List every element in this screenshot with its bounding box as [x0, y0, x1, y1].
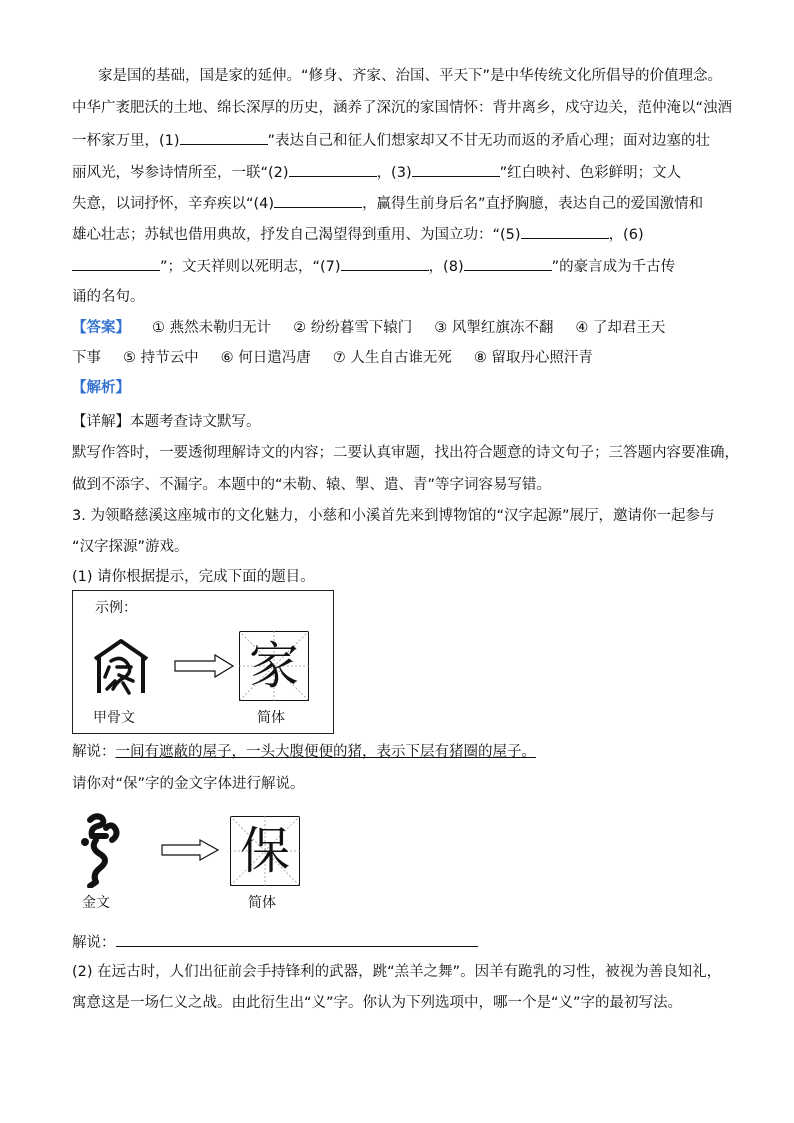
poem-line-8: 诵的名句。: [72, 289, 145, 305]
answer-blank-2[interactable]: [289, 162, 377, 177]
answer-item: 下事: [72, 350, 101, 366]
answer-item: ⑤ 持节云中: [123, 350, 199, 366]
poem-line-4: [72, 162, 681, 183]
poem-text: ”表达自己和征人们想家却又不甘无功而返的矛盾心理；面对边塞的壮: [267, 133, 711, 149]
analysis-line-1: 默写作答时，一要透彻理解诗文的内容；二要认真审题，找出符合题意的诗文句子；三答题内容要准确，: [72, 445, 739, 461]
simplified-caption: 简体: [257, 710, 285, 726]
poem-line-1: 家是国的基础，国是家的延伸。“修身、齐家、治国、平天下”是中华传统文化所倡导的价值理念。: [98, 68, 723, 84]
analysis-label: 【解析】: [72, 380, 130, 396]
explain-label: 解说：: [72, 935, 116, 951]
oracle-bone-caption: 甲骨文: [93, 710, 135, 726]
poem-line-6: [72, 224, 644, 245]
bronze-caption: 金文: [82, 895, 110, 911]
explain-answer-blank[interactable]: [116, 932, 478, 947]
answer-blank-1[interactable]: [180, 130, 268, 145]
poem-text: ，赢得生前身后名”直抒胸臆，表达自己的爱国激情和: [362, 196, 704, 212]
bao-explanation: [72, 932, 478, 953]
poem-line-2: 中华广袤肥沃的土地、绵长深厚的历史，涵养了深沉的家国情怀：背井离乡，戍守边关，范仲淹以“浊酒: [72, 100, 733, 116]
answer-blank-7[interactable]: [341, 256, 429, 271]
poem-line-7: [72, 256, 675, 277]
simplified-bao-char: 保: [240, 822, 290, 880]
answer-blank-5[interactable]: [521, 224, 609, 239]
poem-text: ，(6): [608, 227, 644, 243]
example-figure: [72, 590, 334, 734]
arrow-right-icon: [173, 653, 235, 679]
explain-text: 一间有遮蔽的屋子，一头大腹便便的猪，表示下层有猪圈的屋子。: [115, 744, 536, 760]
question-3-line-1: 3. 为领略慈溪这座城市的文化魅力，小慈和小溪首先来到博物馆的“汉字起源”展厅，邀请你一起参与: [72, 508, 715, 524]
poem-text: ，(8): [428, 259, 464, 275]
question-3-sub-2-line-1: (2) 在远古时，人们出征前会手持锋利的武器，跳“羔羊之舞”。因羊有跪乳的习性，被视为善良知礼，: [72, 964, 722, 980]
answer-line-1: [72, 318, 665, 338]
question-3-sub-1: (1) 请你根据提示，完成下面的题目。: [72, 569, 315, 585]
answer-blank-3[interactable]: [412, 162, 500, 177]
poem-text: ”；文天祥则以死明志，“(7): [160, 259, 341, 275]
question-3-sub-2-line-2: 寓意这是一场仁义之战。由此衍生出“义”字。你认为下列选项中，哪一个是“义”字的最初写法。: [72, 995, 683, 1011]
poem-text: ，(3): [376, 165, 412, 181]
explain-label: 解说：: [72, 744, 116, 760]
answer-blank-4[interactable]: [274, 193, 362, 208]
arrow-right-icon: [160, 838, 220, 862]
answer-label: 【答案】: [72, 320, 130, 336]
answer-item: ② 纷纷暮雪下辕门: [293, 320, 413, 336]
poem-text: 失意，以词抒怀，辛弃疾以“(4): [72, 196, 275, 212]
answer-blank-8[interactable]: [464, 256, 552, 271]
analysis-detail: 【详解】本题考查诗文默写。: [72, 414, 261, 430]
question-3-line-2: “汉字探源”游戏。: [72, 539, 189, 555]
poem-line-3: [72, 130, 710, 151]
simplified-caption: 简体: [248, 895, 276, 911]
poem-text: 一杯家万里，(1): [72, 133, 180, 149]
answer-blank-6[interactable]: [72, 256, 160, 271]
answer-item: ⑧ 留取丹心照汗青: [473, 350, 593, 366]
analysis-line-2: 做到不添字、不漏字。本题中的“未勒、辕、掣、遣、青”等字词容易写错。: [72, 477, 552, 493]
poem-line-5: [72, 193, 703, 214]
bronze-bao-icon: [76, 812, 126, 888]
bao-prompt: 请你对“保”字的金文字体进行解说。: [72, 776, 305, 792]
simplified-jia-char: 家: [249, 637, 299, 695]
answer-item: ⑥ 何日遣冯唐: [220, 350, 311, 366]
answer-line-2: [72, 348, 593, 368]
poem-text: ”红白映衬、色彩鲜明；文人: [499, 165, 682, 181]
poem-text: 雄心壮志；苏轼也借用典故，抒发自己渴望得到重用、为国立功：“(5): [72, 227, 521, 243]
example-label: 示例：: [95, 600, 137, 616]
oracle-bone-jia-icon: [91, 637, 151, 697]
poem-text: ”的豪言成为千古传: [551, 259, 676, 275]
answer-item: ④ 了却君王天: [575, 320, 666, 336]
answer-item: ① 燕然未勒归无计: [152, 320, 272, 336]
answer-item: ⑦ 人生自古谁无死: [332, 350, 452, 366]
answer-item: ③ 风掣红旗冻不翻: [434, 320, 554, 336]
example-explanation: [72, 742, 536, 762]
poem-text: 丽风光，岑参诗情所至，一联“(2): [72, 165, 289, 181]
